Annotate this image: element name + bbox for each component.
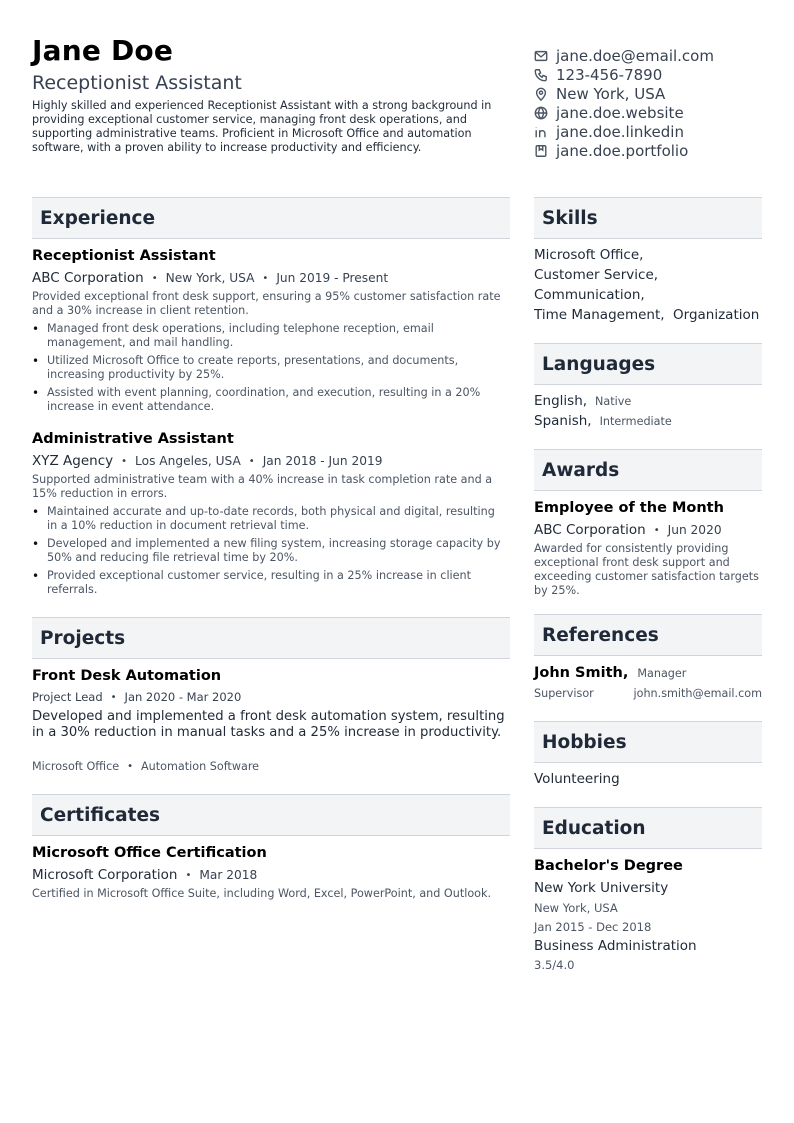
bullet-separator: • <box>185 869 192 881</box>
bullet-separator: • <box>151 272 158 284</box>
list-item: • Utilized Microsoft Office to create reports, presentations, and documents, increasing productivity by 25%. <box>32 354 502 382</box>
experience-bullets <box>32 322 502 418</box>
experience-summary: Supported administrative team with a 40% increase in task completion rate and a 15% reduction in errors. <box>32 473 493 500</box>
certificate-name: Microsoft Office Certification <box>32 845 267 861</box>
project-dates: Jan 2020 - Mar 2020 <box>124 690 242 704</box>
contact-phone-text: 123-456-7890 <box>556 65 663 84</box>
project-meta <box>32 690 241 704</box>
list-item: • Maintained accurate and up-to-date records, both physical and digital, resulting in a 10% reduction in document retrieval time. <box>32 505 502 533</box>
list-item: • Developed and implemented a new filing system, increasing storage capacity by 50% and reducing file retrieval time by 20%. <box>32 537 502 565</box>
section-header-languages: Languages <box>534 343 762 385</box>
award-date: Jun 2020 <box>667 523 722 537</box>
bullet-separator: • <box>248 455 255 467</box>
certificate-date: Mar 2018 <box>199 868 258 882</box>
education-gpa: 3.5/4.0 <box>534 958 575 972</box>
section-header-awards: Awards <box>534 449 762 491</box>
contact-website[interactable] <box>534 103 774 122</box>
contact-linkedin-text: jane.doe.linkedin <box>556 122 684 141</box>
list-item: • Managed front desk operations, including telephone reception, email management, and mail handling. <box>32 322 502 350</box>
reference-name: John Smith, <box>534 665 629 681</box>
experience-location: Los Angeles, USA <box>135 454 241 468</box>
award-title: Employee of the Month <box>534 500 724 516</box>
language-item <box>534 413 672 429</box>
education-degree: Bachelor's Degree <box>534 858 683 874</box>
contact-list <box>534 46 774 160</box>
section-header-certificates: Certificates <box>32 794 510 836</box>
project-tool: Automation Software <box>141 760 260 773</box>
globe-icon <box>534 106 548 120</box>
skill-item: Customer Service, <box>534 267 659 283</box>
certificate-meta <box>32 867 257 883</box>
reference-email[interactable]: john.smith@email.com <box>633 687 762 700</box>
project-description: Developed and implemented a front desk automation system, resulting in a 30% reduction in manual tasks and a 25% increase in productivity. <box>32 709 505 740</box>
section-header-education: Education <box>534 807 762 849</box>
experience-location: New York, USA <box>165 271 255 285</box>
award-issuer: ABC Corporation <box>534 522 646 538</box>
hobby-item: Volunteering <box>534 771 620 787</box>
experience-company: XYZ Agency <box>32 453 114 469</box>
award-meta <box>534 522 722 538</box>
contact-website-text: jane.doe.website <box>556 103 684 122</box>
project-name: Front Desk Automation <box>32 668 222 684</box>
education-field: Business Administration <box>534 938 697 954</box>
skill-item: Communication, <box>534 287 645 303</box>
contact-location-text: New York, USA <box>556 84 666 103</box>
envelope-icon <box>534 49 548 63</box>
section-header-references: References <box>534 614 762 656</box>
bullet-separator: • <box>262 272 269 284</box>
experience-dates: Jun 2019 - Present <box>276 271 389 285</box>
profile-summary: Highly skilled and experienced Receptionist Assistant with a strong background in providing exceptional customer service, managing front desk operations, and supporting administrative teams. Proficient in Microsoft Office and automation software, with a proven ability to increase productivity and efficiency. <box>32 99 492 154</box>
skill-item: Organization <box>673 307 760 323</box>
experience-meta <box>32 270 388 286</box>
certificate-issuer: Microsoft Corporation <box>32 867 178 883</box>
linkedin-icon <box>534 125 548 139</box>
education-school: New York University <box>534 880 669 896</box>
contact-linkedin[interactable] <box>534 122 774 141</box>
language-item <box>534 393 631 409</box>
experience-summary: Provided exceptional front desk support, ensuring a 95% customer satisfaction rate and a 30% increase in client retention. <box>32 290 501 317</box>
phone-icon <box>534 68 548 82</box>
bookmark-icon <box>534 144 548 158</box>
candidate-name: Jane Doe <box>32 34 174 67</box>
education-dates: Jan 2015 - Dec 2018 <box>534 920 652 934</box>
project-tool: Microsoft Office <box>32 760 120 773</box>
skill-item: Time Management, <box>534 307 665 323</box>
language-level: Intermediate <box>599 414 672 428</box>
list-item: • Assisted with event planning, coordination, and execution, resulting in a 20% increase in event attendance. <box>32 386 502 414</box>
bullet-separator: • <box>653 524 660 536</box>
candidate-title: Receptionist Assistant <box>32 72 242 94</box>
reference-subtitle: Supervisor <box>534 687 594 700</box>
map-pin-icon <box>534 87 548 101</box>
contact-portfolio[interactable] <box>534 141 774 160</box>
section-header-skills: Skills <box>534 197 762 239</box>
contact-portfolio-text: jane.doe.portfolio <box>556 141 689 160</box>
bullet-separator: • <box>121 455 128 467</box>
contact-location <box>534 84 774 103</box>
list-item: • Provided exceptional customer service, resulting in a 25% increase in client referrals. <box>32 569 502 597</box>
project-tools <box>32 760 259 773</box>
certificate-description: Certified in Microsoft Office Suite, including Word, Excel, PowerPoint, and Outlook. <box>32 887 492 900</box>
experience-company: ABC Corporation <box>32 270 144 286</box>
language-name: Spanish, <box>534 413 592 429</box>
project-role: Project Lead <box>32 690 103 704</box>
section-header-experience: Experience <box>32 197 510 239</box>
experience-dates: Jan 2018 - Jun 2019 <box>262 454 383 468</box>
language-level: Native <box>595 394 632 408</box>
skill-item: Microsoft Office, <box>534 247 644 263</box>
experience-role: Receptionist Assistant <box>32 248 216 264</box>
experience-role: Administrative Assistant <box>32 431 234 447</box>
education-location: New York, USA <box>534 901 618 915</box>
contact-email[interactable] <box>534 46 774 65</box>
experience-meta <box>32 453 382 469</box>
language-name: English, <box>534 393 588 409</box>
reference-item <box>534 665 686 681</box>
contact-phone[interactable] <box>534 65 774 84</box>
section-header-hobbies: Hobbies <box>534 721 762 763</box>
bullet-separator: • <box>110 691 117 703</box>
bullet-separator: • <box>127 761 134 772</box>
contact-email-text: jane.doe@email.com <box>556 46 714 65</box>
award-description: Awarded for consistently providing exceptional front desk support and exceeding customer satisfaction targets by 25%. <box>534 542 760 597</box>
experience-bullets <box>32 505 502 601</box>
reference-title: Manager <box>637 666 687 680</box>
section-header-projects: Projects <box>32 617 510 659</box>
